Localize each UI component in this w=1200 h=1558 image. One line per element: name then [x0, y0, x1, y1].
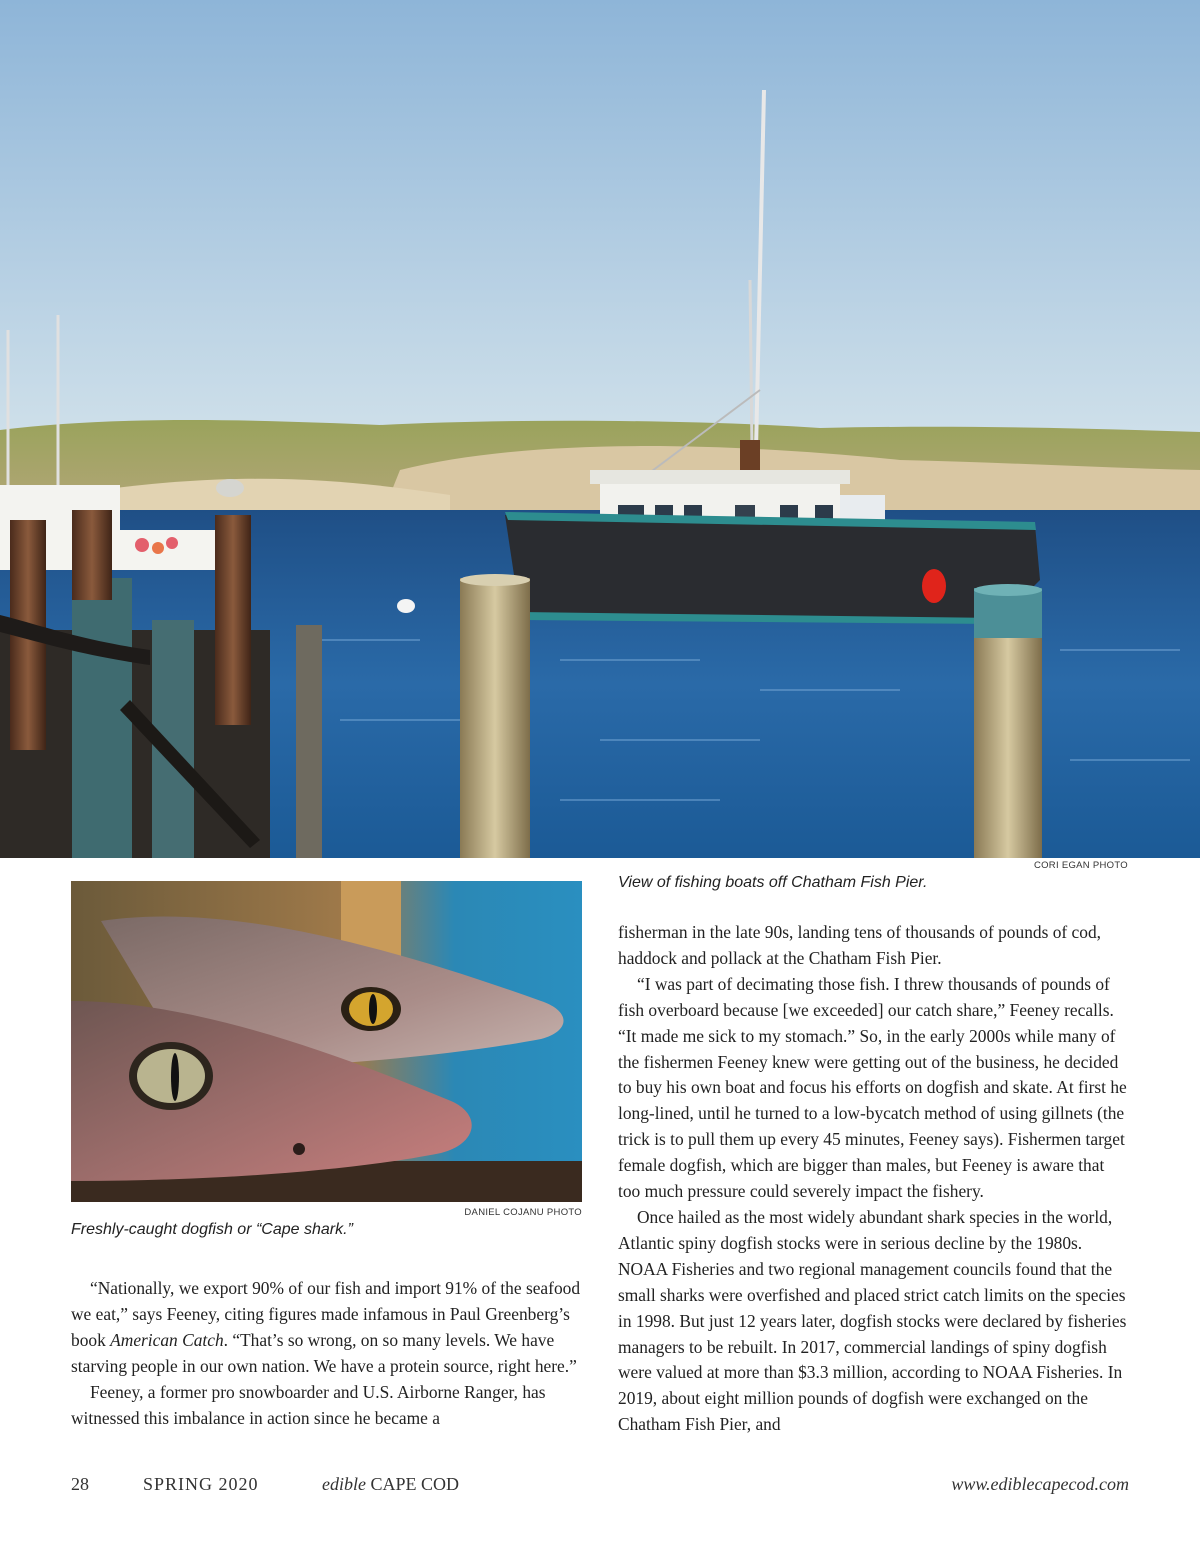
article-paragraph: “Nationally, we export 90% of our fish and import 91% of the seafood we eat,” says Feeney, citing figures made infamous in Paul Greenberg’s book American Catch. “That’s so wrong, on so many levels. We have starving people in our own nation. We have a protein source, right here.”	[71, 1278, 581, 1376]
photo-caption: View of fishing boats off Chatham Fish Pier.	[618, 874, 928, 891]
article-paragraph: “I was part of decimating those fish. I threw thousands of pounds of fish overboard because [we exceeded] our catch share,” Feeney recalls. “It made me sick to my stomach.” So, in the early 2000s while many of the fishermen Feeney knew were getting out of the business, he decided to buy his own boat and focus his efforts on dogfish and skate. At first he long-lined, until he turned to a low-bycatch method of using gillnets (the trick is to pull them up every 45 minutes, Feeney says). Fishermen target female dogfish, which are bigger than males, but Feeney is aware that too much pressure could severely impact the fishery.	[618, 973, 1127, 1202]
article-column-left	[71, 1276, 582, 1431]
photo-credit: DANIEL COJANU PHOTO	[464, 1207, 582, 1218]
website-url: www.ediblecapecod.com	[951, 1474, 1129, 1494]
article-paragraph: Once hailed as the most widely abundant shark species in the world, Atlantic spiny dogfish stocks were in serious decline by the 1980s. NOAA Fisheries and two regional management councils found that the small sharks were overfished and placed strict catch limits on the species in 1998. But just 12 years later, dogfish stocks were declared by fisheries managers to be rebuilt. In 2017, commercial landings of spiny dogfish were valued at more than $3.3 million, according to NOAA Fisheries. In 2019, about eight million pounds of dogfish were exchanged on the Chatham Fish Pier, and	[618, 1206, 1127, 1435]
issue-label: SPRING 2020	[143, 1474, 259, 1494]
photo-credit: CORI EGAN PHOTO	[1033, 860, 1128, 871]
photo-caption: Freshly-caught dogfish or “Cape shark.”	[71, 1221, 353, 1238]
article-column-right	[618, 920, 1129, 1438]
magazine-name: edible CAPE COD	[322, 1474, 459, 1494]
article-paragraph: fisherman in the late 90s, landing tens of thousands of pounds of cod, haddock and pollack at the Chatham Fish Pier.	[618, 922, 1101, 968]
page-number: 28	[71, 1474, 89, 1494]
article-paragraph: Feeney, a former pro snowboarder and U.S. Airborne Ranger, has witnessed this imbalance in action since he became a	[71, 1381, 546, 1428]
inset-photo	[71, 881, 582, 1202]
book-title: American Catch	[110, 1329, 224, 1350]
sky	[0, 0, 1200, 440]
page-footer	[71, 1474, 1129, 1500]
dogfish-illustration	[71, 881, 582, 1202]
